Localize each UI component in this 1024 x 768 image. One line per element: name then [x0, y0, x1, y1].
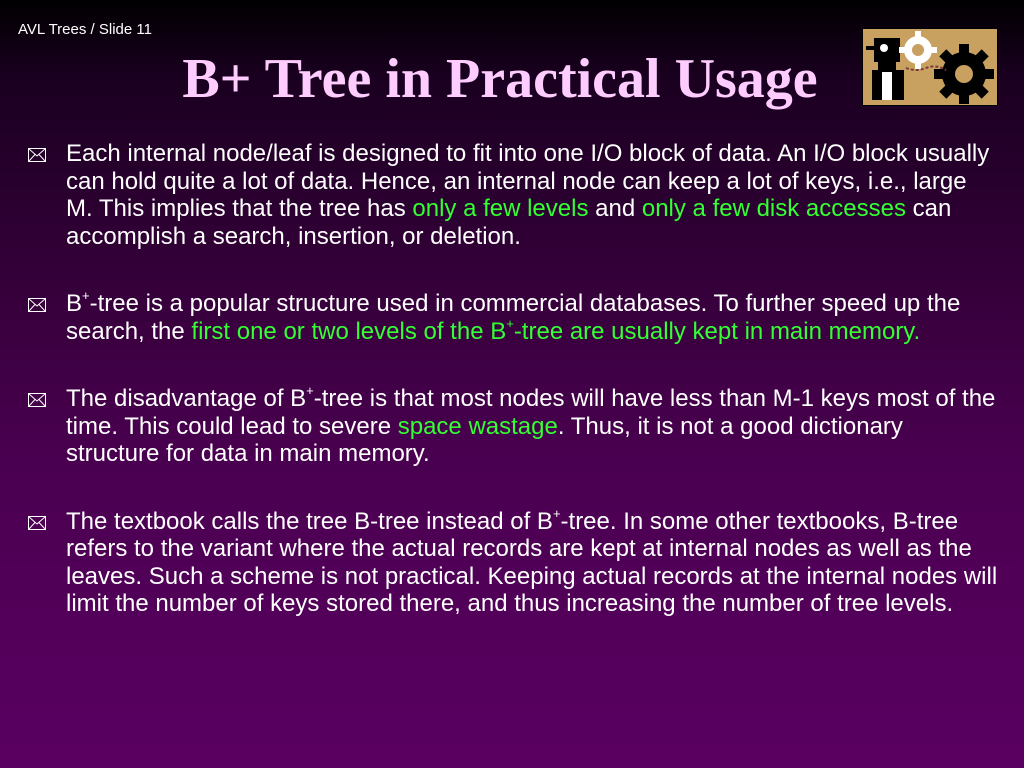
bullet-text: The textbook calls the tree B-tree instead of B	[66, 507, 553, 535]
highlighted-text: space wastage	[397, 412, 558, 440]
highlighted-text: only a few disk accesses	[641, 195, 906, 222]
bullet-item	[28, 290, 998, 345]
highlighted-text: only a few levels	[412, 195, 589, 222]
envelope-bullet-icon	[28, 148, 46, 162]
bullet-text: +	[552, 505, 561, 521]
robot-gears-logo-icon	[862, 28, 998, 106]
bullet-text: -tree is a popular structure used in commercial databases. To further speed up the search, the	[66, 290, 961, 345]
envelope-bullet-icon	[28, 393, 46, 407]
bullet-text: and	[588, 195, 642, 222]
bullet-item	[28, 385, 998, 468]
bullet-item	[28, 140, 998, 250]
bullet-list	[28, 140, 998, 658]
bullet-text: The disadvantage of B	[66, 385, 307, 412]
highlighted-text: +	[506, 315, 514, 331]
highlighted-text: first one or two levels of the B	[191, 317, 507, 345]
bullet-text: . Thus, it is not a good dictionary structure for data in main memory.	[66, 412, 903, 467]
envelope-bullet-icon	[28, 516, 46, 530]
bullet-text: can accomplish a search, insertion, or deletion.	[66, 195, 952, 250]
bullet-item	[28, 505, 998, 618]
slide-header-label: AVL Trees / Slide 11	[18, 21, 152, 38]
bullet-text: Each internal node/leaf is designed to fit into one I/O block of data. An I/O block usually can hold quite a lot of data. Hence, an internal node can keep a lot of keys, i.e., large M. This implies that the tree has	[66, 140, 990, 222]
bullet-text: +	[306, 383, 314, 398]
bullet-text: B	[66, 290, 83, 317]
highlighted-text: -tree are usually kept in main memory.	[513, 317, 921, 345]
bullet-text: +	[82, 288, 90, 303]
envelope-bullet-icon	[28, 298, 46, 312]
slide-title: B+ Tree in Practical Usage	[182, 48, 818, 110]
bullet-text: -tree. In some other textbooks, B-tree refers to the variant where the actual records are kept at internal nodes as well as the leaves. Such a scheme is not practical. Keeping actual records at the internal nodes will limit the number of keys stored there, and thus increasing the number of tree levels.	[66, 507, 998, 617]
bullet-text: -tree is that most nodes will have less than M-1 keys most of the time. This could lead to severe	[66, 385, 996, 440]
